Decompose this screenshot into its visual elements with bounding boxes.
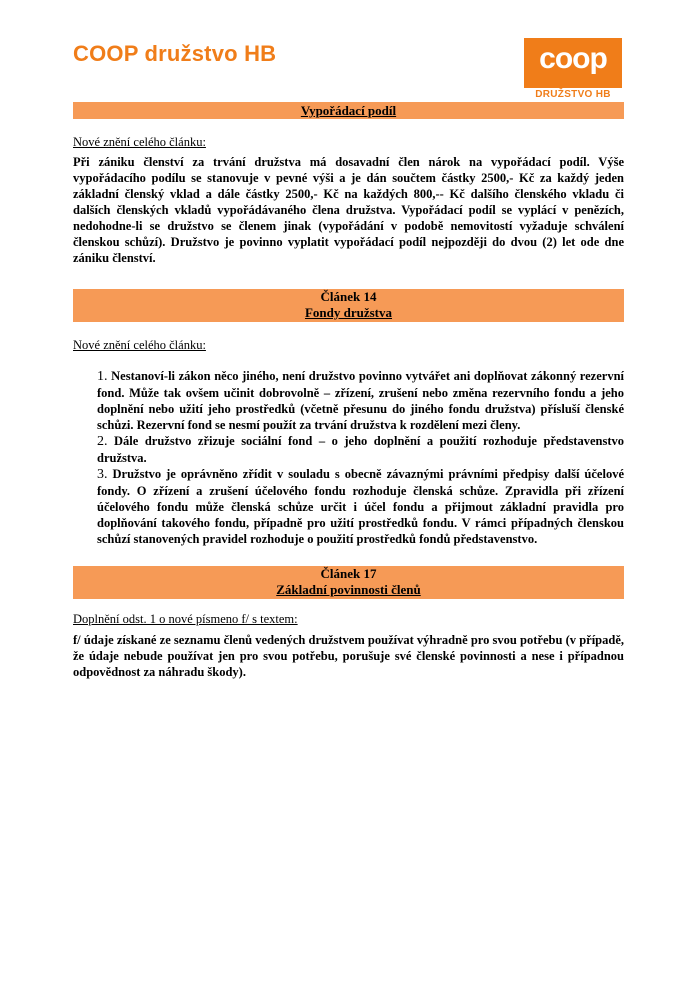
coop-logo — [524, 38, 622, 102]
article-number: Článek 17 — [320, 566, 377, 581]
list-item — [97, 433, 624, 466]
list-item-number: 1. — [97, 369, 108, 384]
section-heading: Fondy družstva — [304, 305, 393, 320]
section-heading-bar — [73, 289, 624, 322]
list-item-text: Družstvo je oprávněno zřídit v souladu s obecně závaznými právními předpisy další účelové fondy. O zřízení a zrušení účelového fondu rozhoduje členská schůze. Zpravidla při zřízení účelového fondu může členská schůze určit i účel fondu a přijmout základní pravidla pro doplňování takového fondu, případně pro užití prostředků fondu. V rámci případných členskou schůzí stanovených pravidel rozhoduje o použití prostředků fondů představenstvo. — [97, 467, 624, 546]
section-intro: Nové znění celého článku: — [73, 135, 206, 149]
numbered-list — [97, 368, 624, 547]
logo-wordmark: coop — [539, 42, 607, 75]
section-heading: Vypořádací podíl — [300, 103, 397, 118]
section-intro: Doplnění odst. 1 o nové písmeno f/ s textem: — [73, 612, 298, 626]
logo-background — [524, 38, 622, 88]
list-item — [97, 466, 624, 547]
section-heading: Základní povinnosti členů — [276, 582, 421, 597]
list-item — [97, 368, 624, 433]
section-heading-bar — [73, 566, 624, 599]
document-title: COOP družstvo HB — [73, 41, 277, 66]
section-paragraph: f/ údaje získané ze seznamu členů vedených družstvem používat výhradně pro svou potřebu (v případě, že údaje nebude používat jen pro svou potřebu, porušuje své členské povinnosti a nese i případnou odpovědnost za náhradu škody). — [73, 633, 624, 679]
section-heading-bar — [73, 102, 624, 119]
list-item-number: 3. — [97, 467, 108, 482]
list-item-text: Dále družstvo zřizuje sociální fond – o jeho doplnění a použití rozhoduje představenstvo družstva. — [97, 434, 624, 465]
logo-subtitle: DRUŽSTVO HB — [535, 89, 611, 100]
section-intro: Nové znění celého článku: — [73, 338, 206, 352]
list-item-number: 2. — [97, 434, 108, 449]
list-item-text: Nestanoví-li zákon něco jiného, není družstvo povinno vytvářet ani doplňovat zákonný rezervní fond. Může tak ovšem učinit dobrovolně – zřízení, zrušení nebo změna rezervního fondu a jeho doplnění nebo užití jeho prostředků (včetně přesunu do jiného fondu družstva) přísluší členské schůzi. Rezervní fond se nesmí použít za trvání družstva k rozdělení mezi členy. — [97, 369, 625, 432]
article-number: Článek 14 — [320, 289, 377, 304]
section-paragraph: Při zániku členství za trvání družstva má dosavadní člen nárok na vypořádací podíl. Výše vypořádacího podílu se stanovuje v pevné výši a je dán součtem částky 2500,- Kč za každý jeden základní členský vklad a dále částky 2500,- Kč na každých 800,-- Kč dalšího členského vkladu či dalších členských vkladů vypořádávaného člena družstva. Vypořádací podíl se vyplácí v penězích, nedohodne-li se družstvo se členem jinak (vypořádání v podobě nemovitostí vyžaduje schválení členskou schůzí). Družstvo je povinno vyplatit vypořádací podíl nejpozději do dvou (2) let ode dne zániku členství. — [73, 155, 624, 265]
